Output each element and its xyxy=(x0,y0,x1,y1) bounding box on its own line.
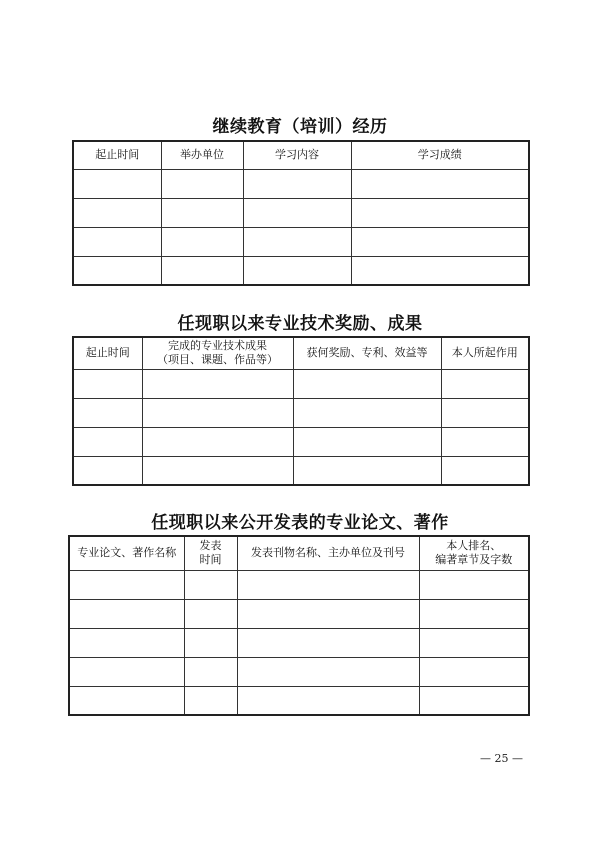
input-cell[interactable] xyxy=(73,256,161,285)
input-cell[interactable] xyxy=(419,599,529,628)
input-cell[interactable] xyxy=(184,570,237,599)
input-cell[interactable] xyxy=(441,398,529,427)
awards-achievements-table xyxy=(72,336,530,486)
header-cell: 发表刊物名称、主办单位及刊号 xyxy=(237,536,419,570)
input-cell[interactable] xyxy=(142,456,293,485)
input-cell[interactable] xyxy=(243,169,351,198)
input-cell[interactable] xyxy=(293,456,441,485)
input-cell[interactable] xyxy=(73,398,142,427)
input-cell[interactable] xyxy=(69,599,184,628)
table-row xyxy=(73,427,529,456)
header-line: （项目、课题、作品等） xyxy=(157,353,278,367)
input-cell[interactable] xyxy=(184,628,237,657)
input-cell[interactable] xyxy=(351,256,529,285)
table-row xyxy=(73,256,529,285)
input-cell[interactable] xyxy=(293,398,441,427)
page-number: — 25 — xyxy=(480,752,523,765)
input-cell[interactable] xyxy=(351,198,529,227)
input-cell[interactable] xyxy=(237,599,419,628)
input-cell[interactable] xyxy=(293,427,441,456)
input-cell[interactable] xyxy=(184,657,237,686)
header-cell: 举办单位 xyxy=(161,141,243,169)
input-cell[interactable] xyxy=(142,369,293,398)
input-cell[interactable] xyxy=(419,628,529,657)
header-cell: 起止时间 xyxy=(73,141,161,169)
input-cell[interactable] xyxy=(441,427,529,456)
header-cell: 起止时间 xyxy=(73,337,142,369)
input-cell[interactable] xyxy=(161,227,243,256)
header-line: 完成的专业技术成果 xyxy=(168,339,267,353)
section-title-awards-achievements: 任现职以来专业技术奖励、成果 xyxy=(177,314,423,334)
table-row xyxy=(73,198,529,227)
input-cell[interactable] xyxy=(73,227,161,256)
table-header-row xyxy=(73,337,529,369)
header-line: 时间 xyxy=(199,553,222,567)
input-cell[interactable] xyxy=(161,169,243,198)
continuing-education-table xyxy=(72,140,530,286)
input-cell[interactable] xyxy=(73,369,142,398)
input-cell[interactable] xyxy=(237,657,419,686)
table-row xyxy=(69,628,529,657)
table-row xyxy=(73,398,529,427)
header-cell: 本人所起作用 xyxy=(441,337,529,369)
section-title-continuing-education: 继续教育（培训）经历 xyxy=(212,117,388,137)
input-cell[interactable] xyxy=(293,369,441,398)
table-row xyxy=(73,227,529,256)
header-line: 发表 xyxy=(199,539,222,553)
input-cell[interactable] xyxy=(351,227,529,256)
input-cell[interactable] xyxy=(237,686,419,715)
input-cell[interactable] xyxy=(69,657,184,686)
input-cell[interactable] xyxy=(441,456,529,485)
header-cell xyxy=(419,536,529,570)
table-row xyxy=(73,456,529,485)
header-cell xyxy=(184,536,237,570)
table-header-row xyxy=(73,141,529,169)
input-cell[interactable] xyxy=(73,427,142,456)
input-cell[interactable] xyxy=(69,686,184,715)
table-row xyxy=(69,657,529,686)
input-cell[interactable] xyxy=(237,628,419,657)
table-row xyxy=(69,570,529,599)
header-cell: 学习内容 xyxy=(243,141,351,169)
input-cell[interactable] xyxy=(351,169,529,198)
input-cell[interactable] xyxy=(73,198,161,227)
input-cell[interactable] xyxy=(161,256,243,285)
header-cell: 获何奖励、专利、效益等 xyxy=(293,337,441,369)
input-cell[interactable] xyxy=(69,628,184,657)
input-cell[interactable] xyxy=(419,570,529,599)
input-cell[interactable] xyxy=(161,198,243,227)
table-row xyxy=(69,686,529,715)
header-line: 本人排名、 xyxy=(446,539,502,553)
section-title-publications: 任现职以来公开发表的专业论文、著作 xyxy=(151,513,449,533)
input-cell[interactable] xyxy=(419,686,529,715)
input-cell[interactable] xyxy=(73,456,142,485)
input-cell[interactable] xyxy=(243,198,351,227)
header-line: 编著章节及字数 xyxy=(435,553,513,567)
input-cell[interactable] xyxy=(237,570,419,599)
table-row xyxy=(73,169,529,198)
input-cell[interactable] xyxy=(184,599,237,628)
input-cell[interactable] xyxy=(243,227,351,256)
table-row xyxy=(69,599,529,628)
input-cell[interactable] xyxy=(142,427,293,456)
input-cell[interactable] xyxy=(142,398,293,427)
header-cell xyxy=(142,337,293,369)
header-cell: 专业论文、著作名称 xyxy=(69,536,184,570)
input-cell[interactable] xyxy=(243,256,351,285)
input-cell[interactable] xyxy=(441,369,529,398)
table-header-row xyxy=(69,536,529,570)
table-row xyxy=(73,369,529,398)
header-cell: 学习成绩 xyxy=(351,141,529,169)
input-cell[interactable] xyxy=(419,657,529,686)
input-cell[interactable] xyxy=(184,686,237,715)
input-cell[interactable] xyxy=(73,169,161,198)
publications-table xyxy=(68,535,530,716)
input-cell[interactable] xyxy=(69,570,184,599)
